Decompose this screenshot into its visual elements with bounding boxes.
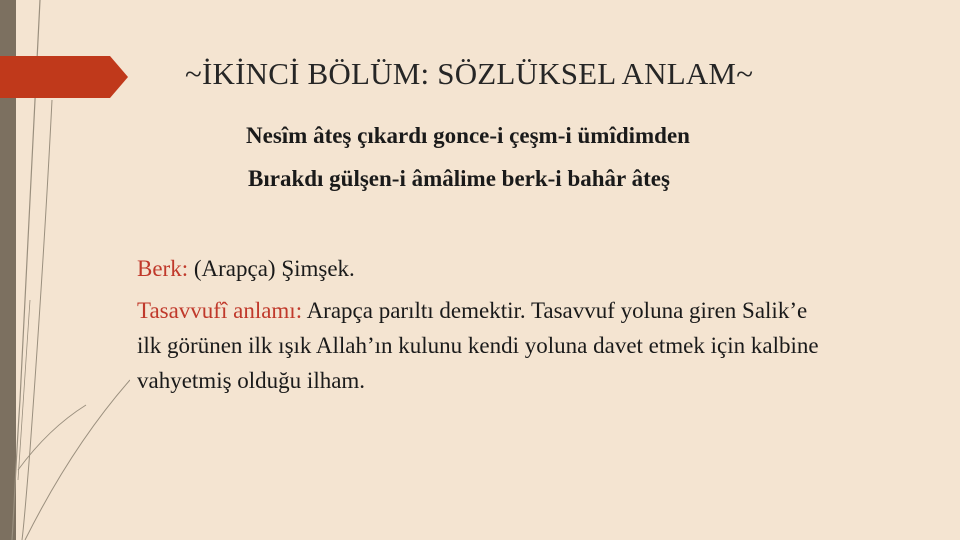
definition-berk (137, 251, 355, 286)
definition-tasavvufi (137, 293, 827, 398)
definition-text: (Arapça) Şimşek. (188, 256, 355, 281)
term-label: Berk: (137, 256, 189, 281)
term-label: Tasavvufî anlamı: (137, 298, 303, 323)
verse-line-2: Bırakdı gülşen-i âmâlime berk-i bahâr âteş (248, 166, 670, 191)
title-arrow-banner (0, 56, 130, 98)
slide-title: ~İKİNCİ BÖLÜM: SÖZLÜKSEL ANLAM~ (185, 56, 754, 91)
verse-line-1: Nesîm âteş çıkardı gonce-i çeşm-i ümîdimden (246, 123, 690, 148)
definition-text: Arapça parıltı demektir. Tasavvuf yoluna giren Salik’e ilk görünen ilk ışık Allah’ın kulunu kendi yoluna davet etmek için kalbine vahyetmiş olduğu ilham. (137, 298, 819, 393)
